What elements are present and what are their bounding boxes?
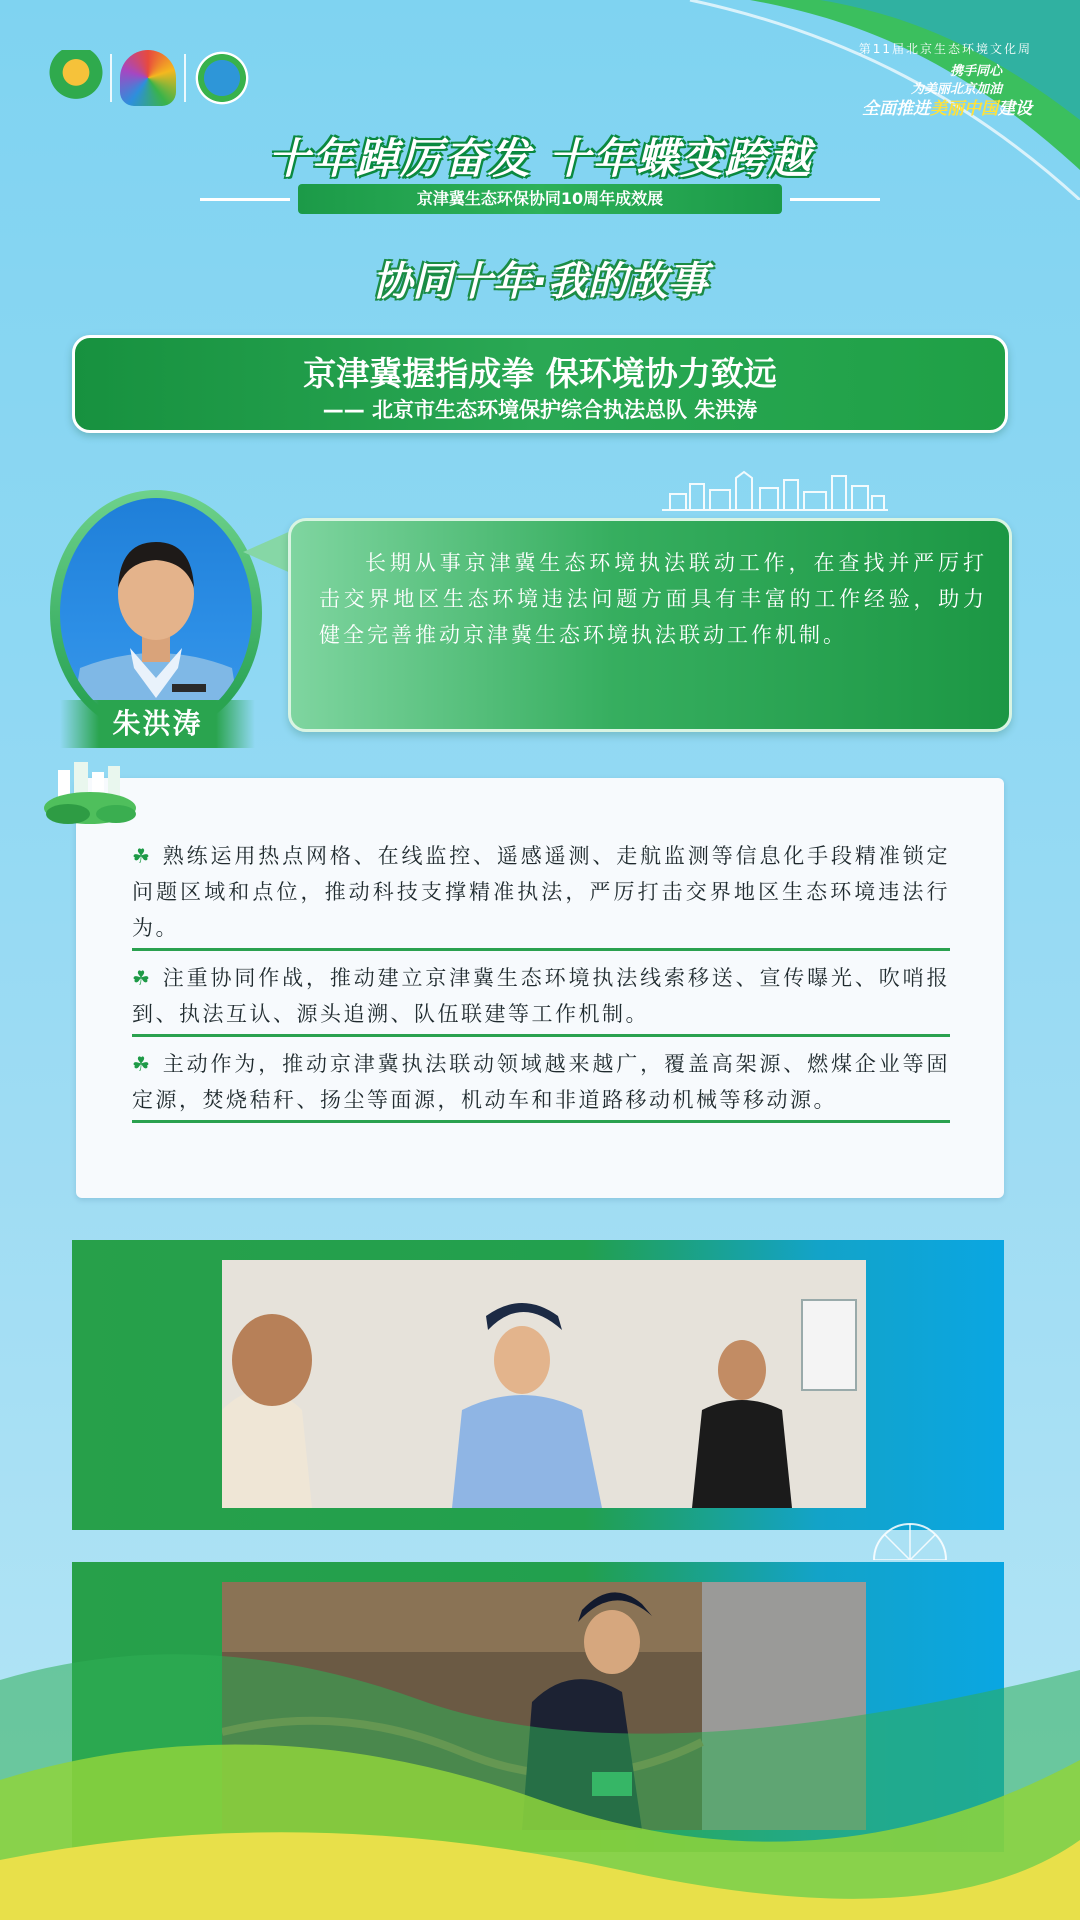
logo-2-icon [120,50,176,106]
logo-3-icon [194,50,250,106]
story-title: 协同十年·我的故事 [372,259,708,305]
inspection-photo-1 [222,1260,866,1508]
subtitle-left-line [200,198,290,201]
bio-card [288,518,1012,732]
logo-divider [110,54,112,102]
portrait-figure-icon [60,498,252,728]
clover-icon: ☘ [132,844,153,868]
bullet-text: 主动作为，推动京津冀执法联动领域越来越广，覆盖高架源、燃煤企业等固定源，焚烧秸秆、扬尘等面源，机动车和非道路移动机械等移动源。 [132,1052,950,1112]
clover-icon: ☘ [132,966,153,990]
divider [132,1034,950,1037]
event-slogan-line2: 为美丽北京加油 [910,82,1002,97]
divider [132,948,950,951]
logo-1-icon [48,50,104,106]
slogan-highlight: 美丽中国 [930,99,998,119]
name-tag: 朱洪涛 [60,700,255,748]
skyline-decoration [660,470,890,512]
clover-icon: ☘ [132,1052,153,1076]
event-slogan-line1: 携手同心 [949,64,1002,79]
headline-title: 京津冀握指成拳 保环境协力致远 [303,354,777,393]
bio-text: 长期从事京津冀生态环境执法联动工作，在查找并严厉打击交界地区生态环境违法问题方面具有丰富的工作经验，助力健全完善推动京津冀生态环境执法联动工作机制。 [319,551,987,647]
divider [132,1120,950,1123]
event-slogan-line3 [862,94,1032,119]
list-item [132,1046,950,1118]
slogan-suffix: 建设 [998,99,1032,119]
bottom-hills-decoration [0,1500,1080,1920]
headline-banner [72,335,1008,433]
portrait-photo [60,498,252,728]
logo-divider [184,54,186,102]
bullet-text: 熟练运用热点网格、在线监控、遥感遥测、走航监测等信息化手段精准锁定问题区域和点位，推动科技支撑精准执法，严厉打击交界地区生态环境违法行为。 [132,844,950,940]
inspection-scene-icon [222,1260,866,1508]
event-week-label: 第11届北京生态环境文化周 [858,42,1032,56]
list-item [132,838,950,946]
slogan-prefix: 全面推进 [862,99,930,119]
subtitle-bar: 京津冀生态环保协同10周年成效展 [298,184,782,214]
main-title: 十年踔厉奋发 十年蝶变跨越 [267,134,813,183]
bio-pointer [243,530,293,574]
bullet-text: 注重协同作战，推动建立京津冀生态环境执法线索移送、宣传曝光、吹哨报到、执法互认、源头追溯、队伍联建等工作机制。 [132,966,950,1026]
photo-panel-1 [72,1240,1004,1530]
leaf-city-decoration [40,760,140,830]
list-item [132,960,950,1032]
subtitle-right-line [790,198,880,201]
headline-byline: —— 北京市生态环境保护综合执法总队 朱洪涛 [322,398,758,422]
achievements-card [76,778,1004,1198]
